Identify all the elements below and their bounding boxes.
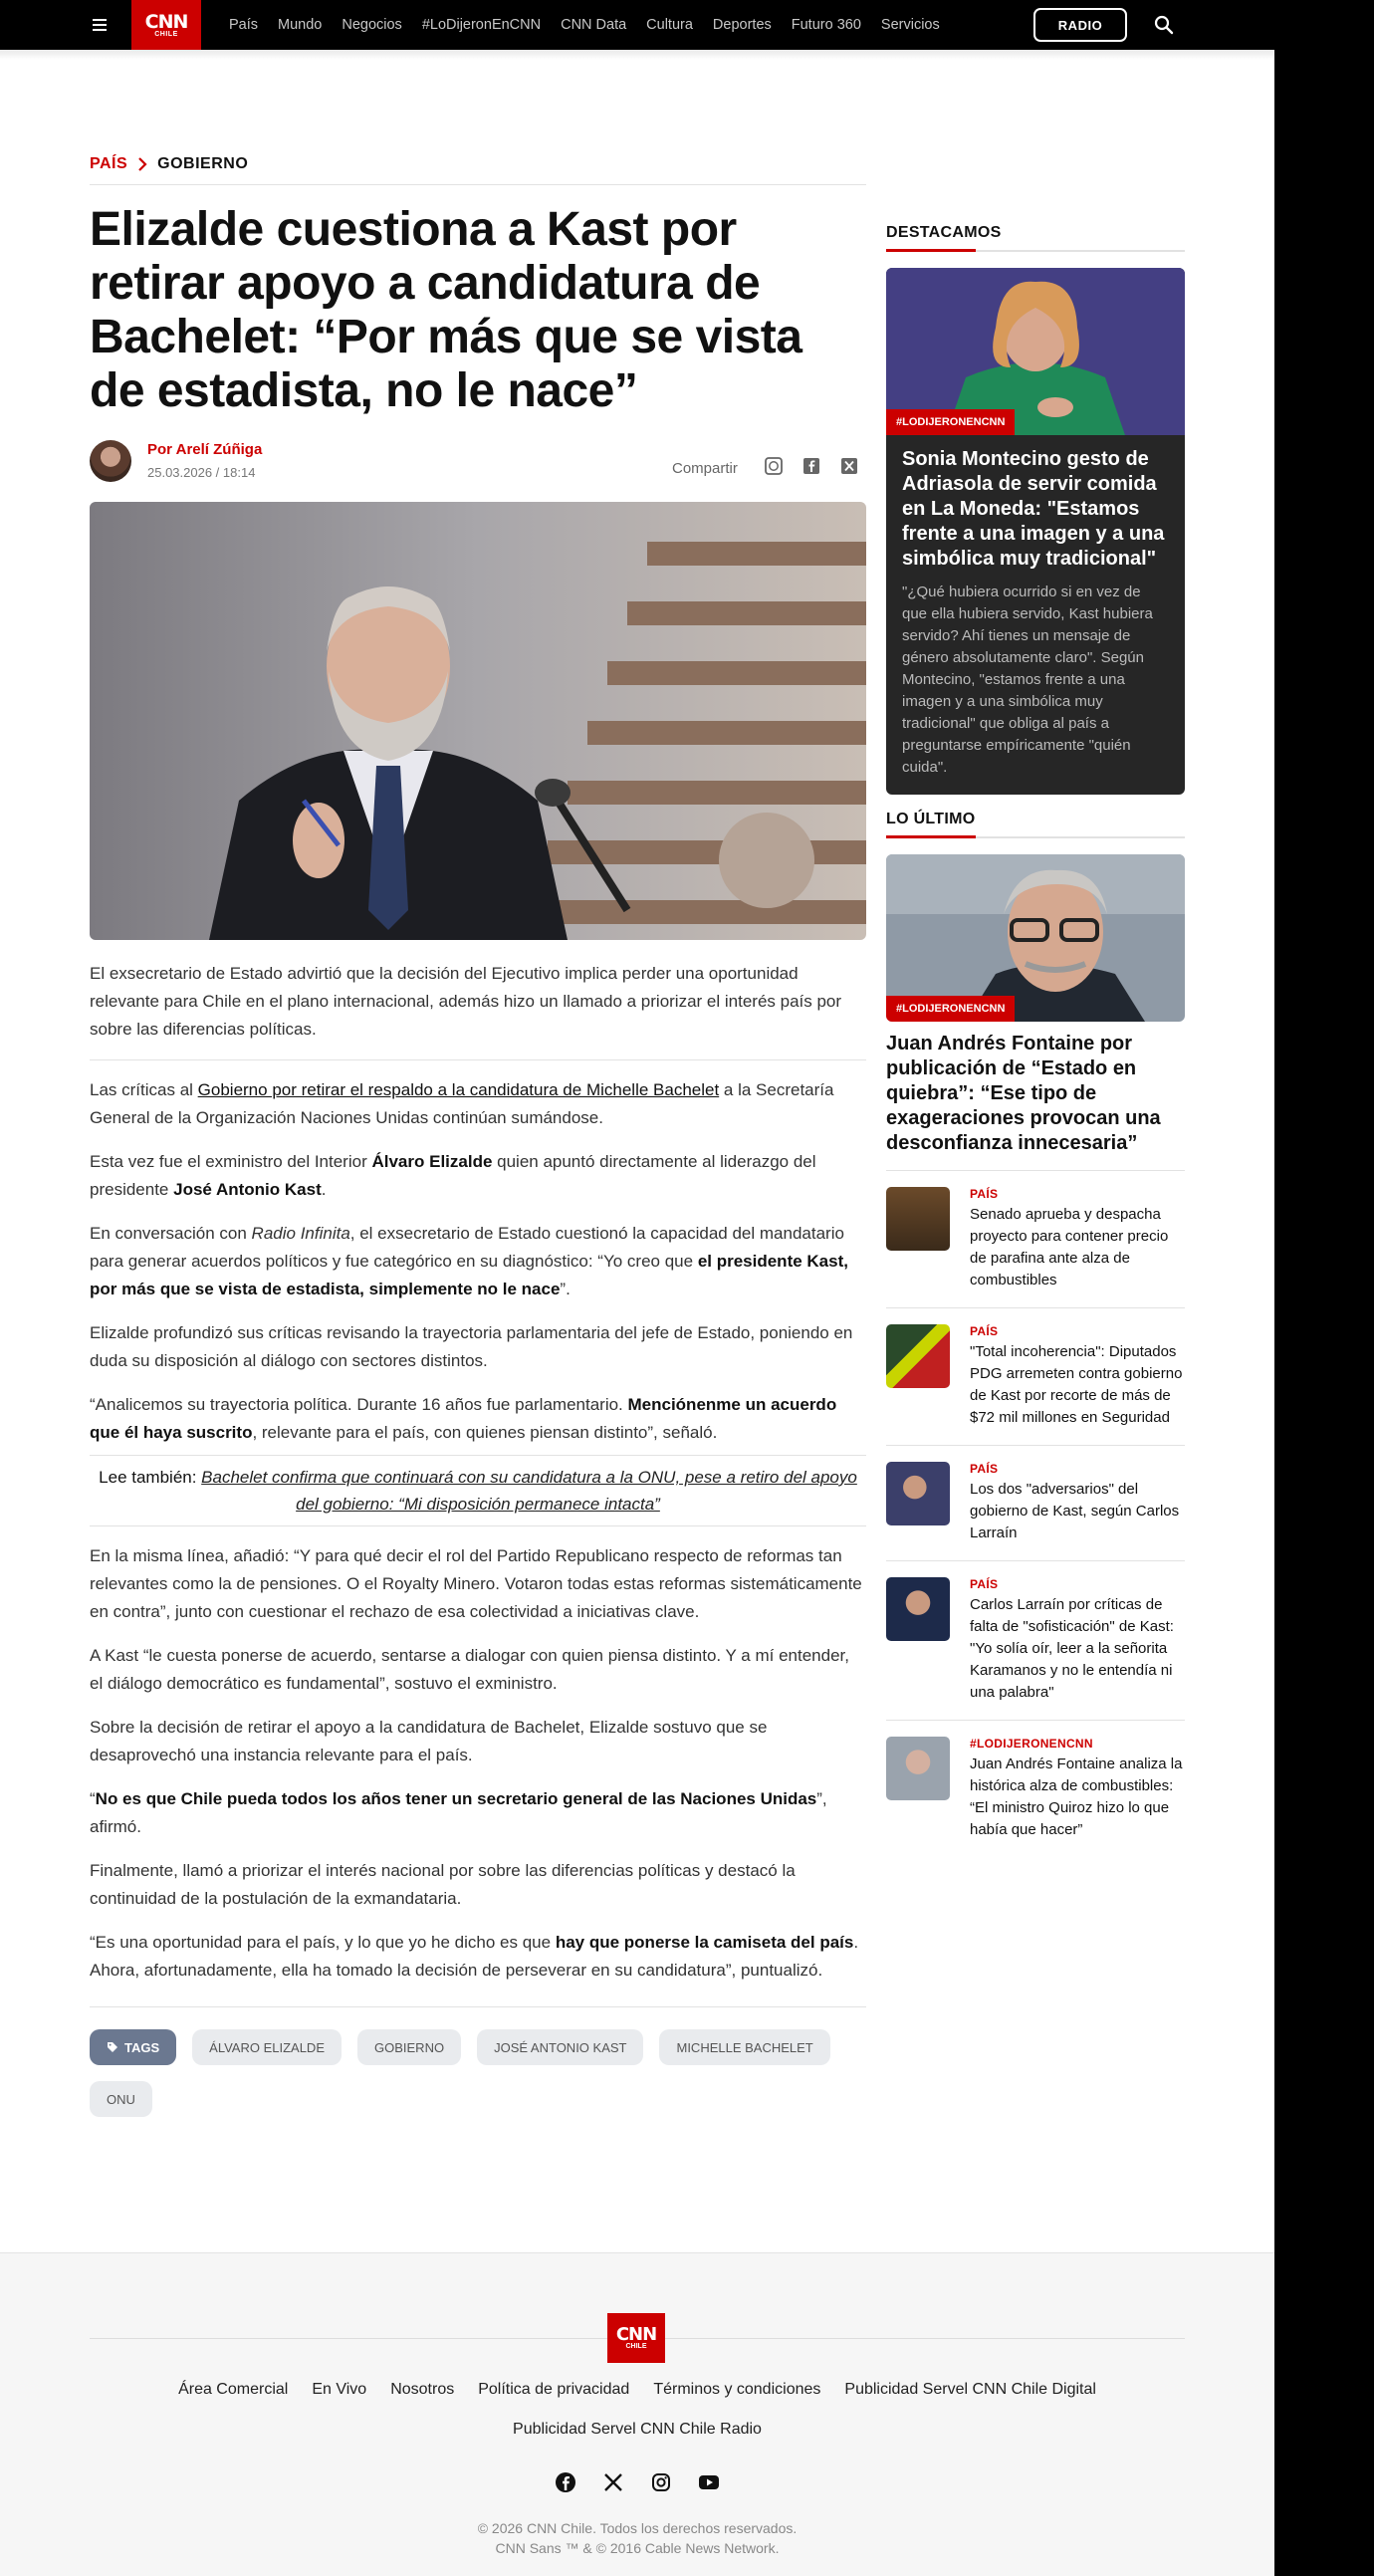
featured-image (886, 268, 1185, 435)
facebook-share-button[interactable] (802, 456, 821, 476)
x-share-button[interactable] (839, 456, 859, 476)
paragraph-5-text-b: , relevante para el país, con quienes piensan distinto”, señaló. (252, 1423, 718, 1442)
x-icon (840, 457, 858, 475)
social-links (0, 2470, 1274, 2494)
latest-item-2[interactable] (886, 1308, 1185, 1446)
latest-kicker-4: PAÍS (970, 1577, 999, 1591)
tag-icon (107, 2041, 118, 2053)
tag-onu[interactable]: ONU (90, 2081, 152, 2117)
top-navigation-bar (0, 0, 1274, 50)
latest-item-3[interactable] (886, 1446, 1185, 1561)
paragraph-10: Finalmente, llamó a priorizar el interés nacional por sobre las diferencias políticas y destacó la continuidad de la postulación de la exmandataria. (90, 1861, 796, 1908)
latest-thumb-5 (886, 1737, 950, 1800)
footer-link-servel-radio[interactable]: Publicidad Servel CNN Chile Radio (513, 2421, 762, 2438)
article (90, 149, 866, 2133)
chevron-right-icon (137, 157, 147, 171)
destacamos-heading: DESTACAMOS (886, 224, 1185, 252)
latest-kicker-1: PAÍS (970, 1187, 999, 1201)
latest-item-4[interactable] (886, 1561, 1185, 1721)
paragraph-3-text-b: , el exsecretario de Estado cuestionó la capacidad del mandatario para generar acuerdos políticos y fue categórico en su diagnóstico: “Yo creo que (90, 1224, 844, 1271)
latest-kicker-2: PAÍS (970, 1324, 999, 1338)
nav-item-futuro-360[interactable]: Futuro 360 (791, 17, 861, 33)
latest-kicker-5: #LODIJERONENCNN (970, 1737, 1093, 1751)
nav-item-cultura[interactable]: Cultura (646, 17, 693, 33)
nav-item-pais[interactable]: País (229, 17, 259, 33)
lo-ultimo-heading: LO ÚLTIMO (886, 811, 1185, 838)
youtube-icon (698, 2474, 720, 2490)
paragraph-9 (90, 1785, 866, 1841)
radio-button[interactable] (1033, 8, 1127, 42)
publish-date: 25.03.2026 / 18:14 (147, 465, 256, 480)
paragraph-2-text-d: . (321, 1180, 327, 1199)
instagram-link[interactable] (649, 2470, 673, 2494)
byline (90, 438, 866, 486)
instagram-icon (651, 2472, 671, 2492)
tags-heading (90, 2029, 176, 2065)
latest-thumb-3 (886, 1462, 950, 1525)
featured-card[interactable] (886, 268, 1185, 795)
breadcrumb-section[interactable]: PAÍS (90, 154, 128, 172)
paragraph-7: A Kast “le cuesta ponerse de acuerdo, sentarse a dialogar con quien piensa distinto. Y a mí entender, el diálogo democrático es fundamental”, sostuvo el exministro. (90, 1646, 849, 1693)
paragraph-9-text-a: “ (90, 1789, 96, 1808)
tag-jose-antonio-kast[interactable]: JOSÉ ANTONIO KAST (477, 2029, 643, 2065)
facebook-icon (802, 457, 820, 475)
paragraph-9-bold: No es que Chile pueda todos los años tener un secretario general de las Naciones Unidas (95, 1789, 817, 1808)
footer-link-area-comercial[interactable]: Área Comercial (178, 2381, 289, 2398)
paragraph-11 (90, 1929, 866, 1985)
share-label: Compartir (672, 460, 738, 477)
paragraph-3-text-a: En conversación con (90, 1224, 252, 1243)
hamburger-menu-button[interactable] (80, 0, 119, 50)
breadcrumb (90, 149, 866, 185)
hamburger-icon (93, 19, 107, 31)
nav-item-servicios[interactable]: Servicios (880, 17, 940, 33)
paragraph-5-bold: Menciónenme un acuerdo que él haya suscrito (90, 1395, 837, 1442)
author-avatar[interactable] (90, 440, 131, 482)
paragraph-2-text-a: Esta vez fue el exministro del Interior (90, 1152, 372, 1171)
copyright-text: © 2026 CNN Chile. Todos los derechos reservados. (477, 2520, 798, 2536)
latest-main-card[interactable] (886, 854, 1185, 1171)
cnn-chile-logo[interactable] (131, 0, 201, 50)
latest-title-2[interactable]: "Total incoherencia": Diputados PDG arremeten contra gobierno de Kast por recorte de más de $72 mil millones en Seguridad (970, 1343, 1183, 1426)
article-headline: Elizalde cuestiona a Kast por retirar apoyo a candidatura de Bachelet: “Por más que se vista de estadista, no le nace” (90, 203, 802, 417)
footer-link-nosotros[interactable]: Nosotros (390, 2381, 455, 2398)
paragraph-8: Sobre la decisión de retirar el apoyo a la candidatura de Bachelet, Elizalde sostuvo que se desaprovechó una instancia relevante para el país. (90, 1718, 768, 1764)
nav-item-negocios[interactable]: Negocios (342, 17, 402, 33)
whatsapp-icon (765, 457, 783, 475)
footer-logo[interactable] (607, 2313, 665, 2363)
footer (0, 2252, 1274, 2576)
paragraph-6: En la misma línea, añadió: “Y para qué decir el rol del Partido Republicano respecto de reformas tan relevantes como la de pensiones. O el Royalty Minero. Votaron todas estas reformas sistemáticamente en contra”, junto con cuestionar el rechazo de esa colectividad a iniciativas clave. (90, 1546, 862, 1621)
paragraph-9-text-b: ”, afirmó. (90, 1789, 827, 1836)
paragraph-3 (90, 1220, 866, 1303)
latest-main-kicker: #LODIJERONENCNN (886, 996, 1015, 1022)
tags-list (90, 2006, 866, 2133)
paragraph-2-text-c: quien apuntó directamente al liderazgo del presidente (90, 1152, 816, 1199)
read-also-label: Lee también: (99, 1468, 202, 1487)
footer-links-row-2 (0, 2421, 1274, 2439)
x-link[interactable] (601, 2470, 625, 2494)
tag-michelle-bachelet[interactable]: MICHELLE BACHELET (659, 2029, 829, 2065)
featured-kicker: #LODIJERONENCNN (886, 409, 1015, 435)
radio-label: RADIO (1057, 17, 1103, 33)
paragraph-11-bold: hay que ponerse la camiseta del país (555, 1933, 854, 1952)
paragraph-4: Elizalde profundizó sus críticas revisando la trayectoria parlamentaria del jefe de Estado, poniendo en duda su disposición al diálogo con sectores distintos. (90, 1323, 853, 1370)
author-name[interactable]: Por Arelí Zúñiga (147, 441, 263, 458)
latest-title-5[interactable]: Juan Andrés Fontaine analiza la histórica alza de combustibles: “El ministro Quiroz hizo lo que había que hacer” (970, 1756, 1183, 1838)
tag-alvaro-elizalde[interactable]: ÁLVARO ELIZALDE (192, 2029, 342, 2065)
latest-title-3[interactable]: Los dos "adversarios" del gobierno de Kast, según Carlos Larraín (970, 1481, 1180, 1541)
gobierno-retiro-link[interactable]: Gobierno por retirar el respaldo a la candidatura de Michelle Bachelet (197, 1080, 720, 1099)
nav-item-lodijeronencnn[interactable]: #LoDijeronEnCNN (421, 17, 542, 33)
footer-link-en-vivo[interactable]: En Vivo (312, 2381, 367, 2398)
footer-link-servel-digital[interactable]: Publicidad Servel CNN Chile Digital (844, 2381, 1096, 2398)
footer-links-row-1 (0, 2381, 1274, 2399)
article-lead: El exsecretario de Estado advirtió que la decisión del Ejecutivo implica perder una oportunidad relevante para Chile en el plano internacional, además hizo un llamado a priorizar el interés país por sobre las diferencias políticas. (90, 960, 866, 1060)
paragraph-11-text-a: “Es una oportunidad para el país, y lo que yo he dicho es que (90, 1933, 556, 1952)
nav-item-cnn-data[interactable]: CNN Data (561, 17, 627, 33)
paragraph-1 (90, 1076, 866, 1132)
paragraph-2 (90, 1148, 866, 1204)
read-also-box (90, 1455, 866, 1526)
latest-thumb-4 (886, 1577, 950, 1641)
footer-link-terminos[interactable]: Términos y condiciones (653, 2381, 821, 2398)
footer-logo-main: CNN (615, 2324, 657, 2345)
paragraph-2-bold-b: José Antonio Kast (173, 1180, 322, 1199)
x-icon (603, 2472, 623, 2492)
latest-item-1[interactable] (886, 1171, 1185, 1308)
latest-title-4[interactable]: Carlos Larraín por críticas de falta de "sofisticación" de Kast: "Yo solía oír, leer a la señorita Karamanos y no le entendía ni una palabra" (970, 1596, 1174, 1701)
latest-main-title[interactable]: Juan Andrés Fontaine por publicación de “Estado en quiebra”: “Ese tipo de exageraciones provocan una desconfianza innecesaria” (886, 1032, 1185, 1171)
sidebar (886, 224, 1185, 1857)
facebook-link[interactable] (554, 2470, 577, 2494)
read-also-link[interactable]: Bachelet confirma que continuará con su candidatura a la ONU, pese a retiro del apoyo del gobierno: “Mi disposición permanece intacta” (201, 1468, 857, 1514)
latest-thumb-1 (886, 1187, 950, 1251)
main-nav (229, 0, 960, 50)
latest-kicker-3: PAÍS (970, 1462, 999, 1476)
latest-item-5[interactable] (886, 1721, 1185, 1857)
paragraph-1-text-b: a la Secretaría General de la Organización Naciones Unidas continúan sumándose. (90, 1080, 834, 1127)
paragraph-5-text-a: “Analicemos su trayectoria política. Durante 16 años fue parlamentario. (90, 1395, 628, 1414)
search-button[interactable] (1151, 12, 1177, 38)
paragraph-1-text-a: Las críticas al (90, 1080, 198, 1099)
paragraph-3-italic: Radio Infinita (251, 1224, 350, 1243)
paragraph-2-bold-a: Álvaro Elizalde (371, 1152, 493, 1171)
youtube-link[interactable] (697, 2470, 721, 2494)
paragraph-11-text-b: . Ahora, afortunadamente, ella ha tomado la decisión de perseverar en su candidatura”, puntualizó. (90, 1933, 859, 1980)
search-icon (1154, 15, 1174, 35)
tags-label: TAGS (124, 2039, 160, 2055)
latest-thumb-2 (886, 1324, 950, 1388)
hero-image (90, 502, 866, 940)
logo-sub-text: CHILE (154, 30, 178, 38)
trademark-text: CNN Sans ™ & © 2016 Cable News Network. (495, 2540, 780, 2556)
nav-item-mundo[interactable]: Mundo (278, 17, 323, 33)
facebook-icon (555, 2471, 576, 2493)
paragraph-5 (90, 1391, 866, 1447)
latest-title-1[interactable]: Senado aprueba y despacha proyecto para contener precio de parafina ante alza de combustibles (970, 1206, 1169, 1288)
breadcrumb-subsection[interactable]: GOBIERNO (157, 154, 249, 172)
latest-main-image (886, 854, 1185, 1022)
paragraph-3-text-c: ”. (560, 1280, 571, 1298)
footer-link-privacidad[interactable]: Política de privacidad (478, 2381, 630, 2398)
tag-gobierno[interactable]: GOBIERNO (357, 2029, 461, 2065)
logo-main-text: CNN (144, 10, 188, 33)
featured-title[interactable]: Sonia Montecino gesto de Adriasola de servir comida en La Moneda: "Estamos frente a una imagen y a una simbólica muy tradicional" (902, 448, 1165, 570)
footer-logo-sub: CHILE (625, 2343, 647, 2350)
nav-item-deportes[interactable]: Deportes (712, 17, 772, 33)
header-shadow (0, 50, 1274, 60)
paragraph-3-bold: el presidente Kast, por más que se vista de estadista, simplemente no le nace (90, 1252, 848, 1298)
featured-summary: "¿Qué hubiera ocurrido si en vez de que ella hubiera servido, Kast hubiera servido? Ahí tienes un mensaje de género absolutamente claro". Según Montecino, "estamos frente a una imagen y a una simbólica muy tradicional" que obliga al país a preguntarse empíricamente "quién cuida". (902, 584, 1153, 776)
whatsapp-share-button[interactable] (764, 456, 784, 476)
